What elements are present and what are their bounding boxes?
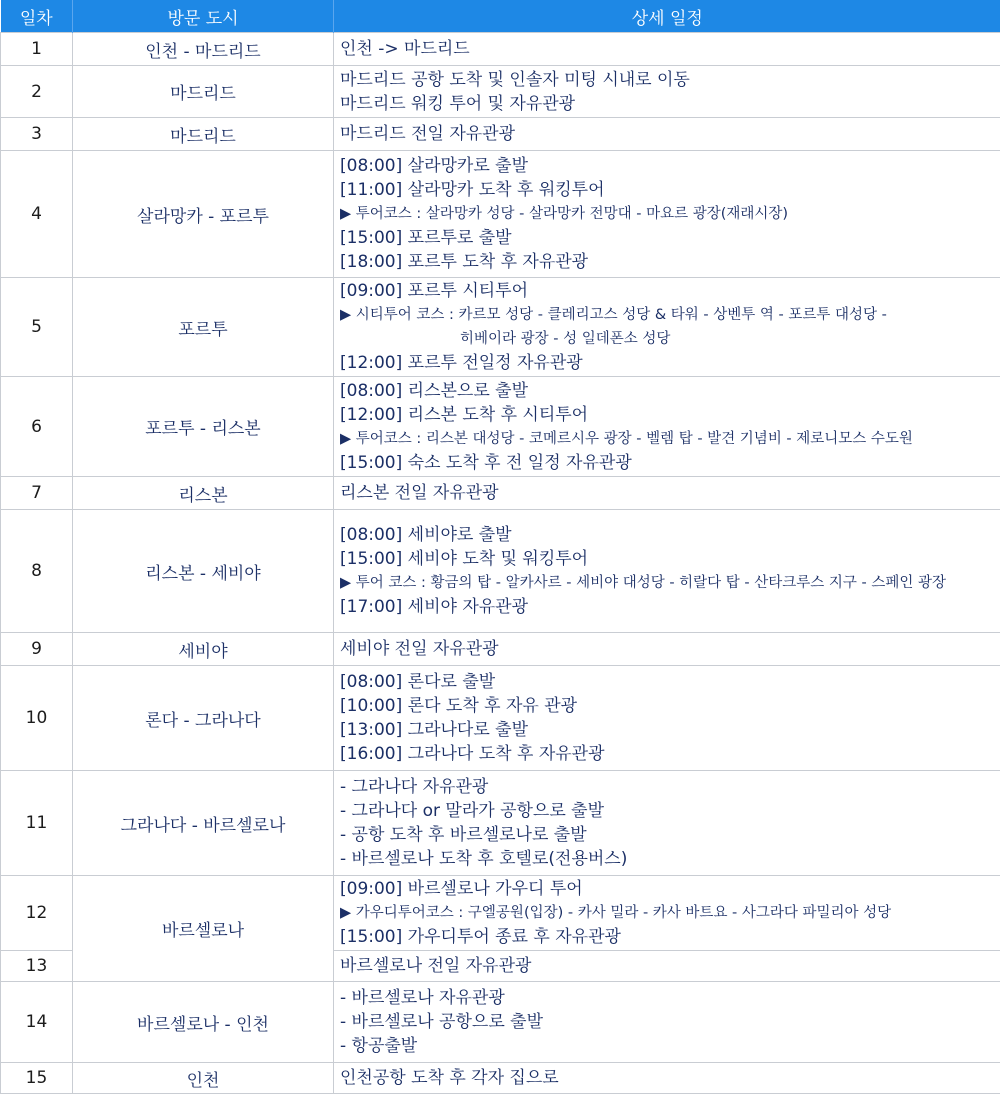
detail-line: [15:00] 가우디투어 종료 후 자유관광 [340,927,621,947]
detail-line: [08:00] 론다로 출발 [340,672,496,692]
detail-cell [334,278,1000,377]
city-name: 마드리드 [73,118,334,151]
detail-cell [334,477,1000,510]
detail-line: - 공항 도착 후 바르셀로나로 출발 [340,825,587,845]
detail-cell [334,951,1000,982]
detail-line: 세비야 전일 자유관광 [340,639,499,659]
table-row [1,666,1000,771]
table-row [1,66,1000,118]
day-number: 5 [1,278,73,377]
day-number: 3 [1,118,73,151]
tour-course-line: 히베이라 광장 - 성 일데폰소 성당 [460,331,671,347]
tour-course-line: ▶ 시티투어 코스 : 카르모 성당 - 클레리고스 성당 & 타워 - 상벤투 역 - 포르투 대성당 - [340,307,887,323]
city-name: 리스본 - 세비야 [73,510,334,633]
detail-line: [16:00] 그라나다 도착 후 자유관광 [340,744,605,764]
detail-line: [12:00] 포르투 전일정 자유관광 [340,353,583,373]
table-row [1,118,1000,151]
tour-course-line: ▶ 투어코스 : 살라망카 성당 - 살라망카 전망대 - 마요르 광장(재래시장) [340,206,789,222]
tour-course-line: ▶ 가우디투어코스 : 구엘공원(입장) - 카사 밀라 - 카사 바트요 - 사그라다 파밀리아 성당 [340,905,892,921]
detail-line: [10:00] 론다 도착 후 자유 관광 [340,696,578,716]
day-number: 4 [1,151,73,278]
table-row [1,151,1000,278]
detail-line: [15:00] 숙소 도착 후 전 일정 자유관광 [340,452,632,473]
detail-line: [09:00] 포르투 시티투어 [340,281,529,301]
detail-line: 마드리드 워킹 투어 및 자유관광 [340,93,576,114]
detail-line: [13:00] 그라나다로 출발 [340,720,529,740]
table-row [1,377,1000,477]
header-day: 일차 [1,0,73,33]
city-name: 바르셀로나 [73,876,334,982]
day-number: 7 [1,477,73,510]
detail-line: [08:00] 살라망카로 출발 [340,156,529,176]
detail-cell [334,118,1000,151]
detail-cell [334,151,1000,278]
detail-cell [334,33,1000,66]
day-number: 14 [1,982,73,1063]
table-row [1,33,1000,66]
city-name: 리스본 [73,477,334,510]
table-row [1,1063,1000,1094]
city-name: 바르셀로나 - 인천 [73,982,334,1063]
detail-cell [334,377,1000,477]
detail-line: [09:00] 바르셀로나 가우디 투어 [340,879,583,899]
detail-line: [08:00] 세비야로 출발 [340,525,512,545]
city-name: 마드리드 [73,66,334,118]
detail-line: - 그라나다 or 말라가 공항으로 출발 [340,801,605,821]
day-number: 13 [1,951,73,982]
detail-cell [334,876,1000,951]
detail-line: [18:00] 포르투 도착 후 자유관광 [340,252,589,272]
day-number: 2 [1,66,73,118]
table-row [1,633,1000,666]
tour-course-line: ▶ 투어코스 : 리스본 대성당 - 코메르시우 광장 - 벨렘 탑 - 발견 기념비 - 제로니모스 수도원 [340,430,913,447]
header-detail: 상세 일정 [334,0,1000,33]
city-name: 세비야 [73,633,334,666]
detail-line: 바르셀로나 전일 자유관광 [340,956,532,976]
detail-line: [15:00] 포르투로 출발 [340,228,512,248]
day-number: 1 [1,33,73,66]
day-number: 11 [1,771,73,876]
detail-cell [334,66,1000,118]
detail-line: - 바르셀로나 자유관광 [340,988,505,1008]
table-row [1,982,1000,1063]
day-number: 6 [1,377,73,477]
city-name: 포르투 - 리스본 [73,377,334,477]
city-name: 그라나다 - 바르셀로나 [73,771,334,876]
city-name: 살라망카 - 포르투 [73,151,334,278]
city-name: 인천 - 마드리드 [73,33,334,66]
detail-line: 인천공항 도착 후 각자 집으로 [340,1068,559,1088]
detail-cell [334,771,1000,876]
table-row [1,771,1000,876]
city-name: 포르투 [73,278,334,377]
detail-cell [334,510,1000,633]
detail-line: 마드리드 전일 자유관광 [340,124,516,144]
detail-cell [334,666,1000,771]
detail-cell [334,1063,1000,1094]
detail-cell [334,633,1000,666]
day-number: 8 [1,510,73,633]
day-number: 9 [1,633,73,666]
detail-line: - 항공출발 [340,1036,418,1056]
detail-cell [334,982,1000,1063]
detail-line: [08:00] 리스본으로 출발 [340,380,529,401]
day-number: 10 [1,666,73,771]
header-city: 방문 도시 [73,0,334,33]
table-row [1,278,1000,377]
tour-course-line: ▶ 투어 코스 : 황금의 탑 - 알카사르 - 세비야 대성당 - 히랄다 탑 - 산타크루스 지구 - 스페인 광장 [340,575,947,591]
city-name: 론다 - 그라나다 [73,666,334,771]
detail-line: - 바르셀로나 도착 후 호텔로(전용버스) [340,849,628,869]
day-number: 12 [1,876,73,951]
detail-line: 마드리드 공항 도착 및 인솔자 미팅 시내로 이동 [340,69,690,90]
detail-line: [17:00] 세비야 자유관광 [340,597,529,617]
day-number: 15 [1,1063,73,1094]
detail-line: - 그라나다 자유관광 [340,777,489,797]
detail-line: 인천 -> 마드리드 [340,39,470,59]
detail-line: [15:00] 세비야 도착 및 워킹투어 [340,549,589,569]
detail-line: [12:00] 리스본 도착 후 시티투어 [340,404,589,425]
table-row [1,876,1000,951]
header-row [1,0,1000,33]
table-row [1,477,1000,510]
detail-line: - 바르셀로나 공항으로 출발 [340,1012,543,1032]
city-name: 인천 [73,1063,334,1094]
table-row [1,510,1000,633]
detail-line: [11:00] 살라망카 도착 후 워킹투어 [340,180,605,200]
detail-line: 리스본 전일 자유관광 [340,483,499,503]
